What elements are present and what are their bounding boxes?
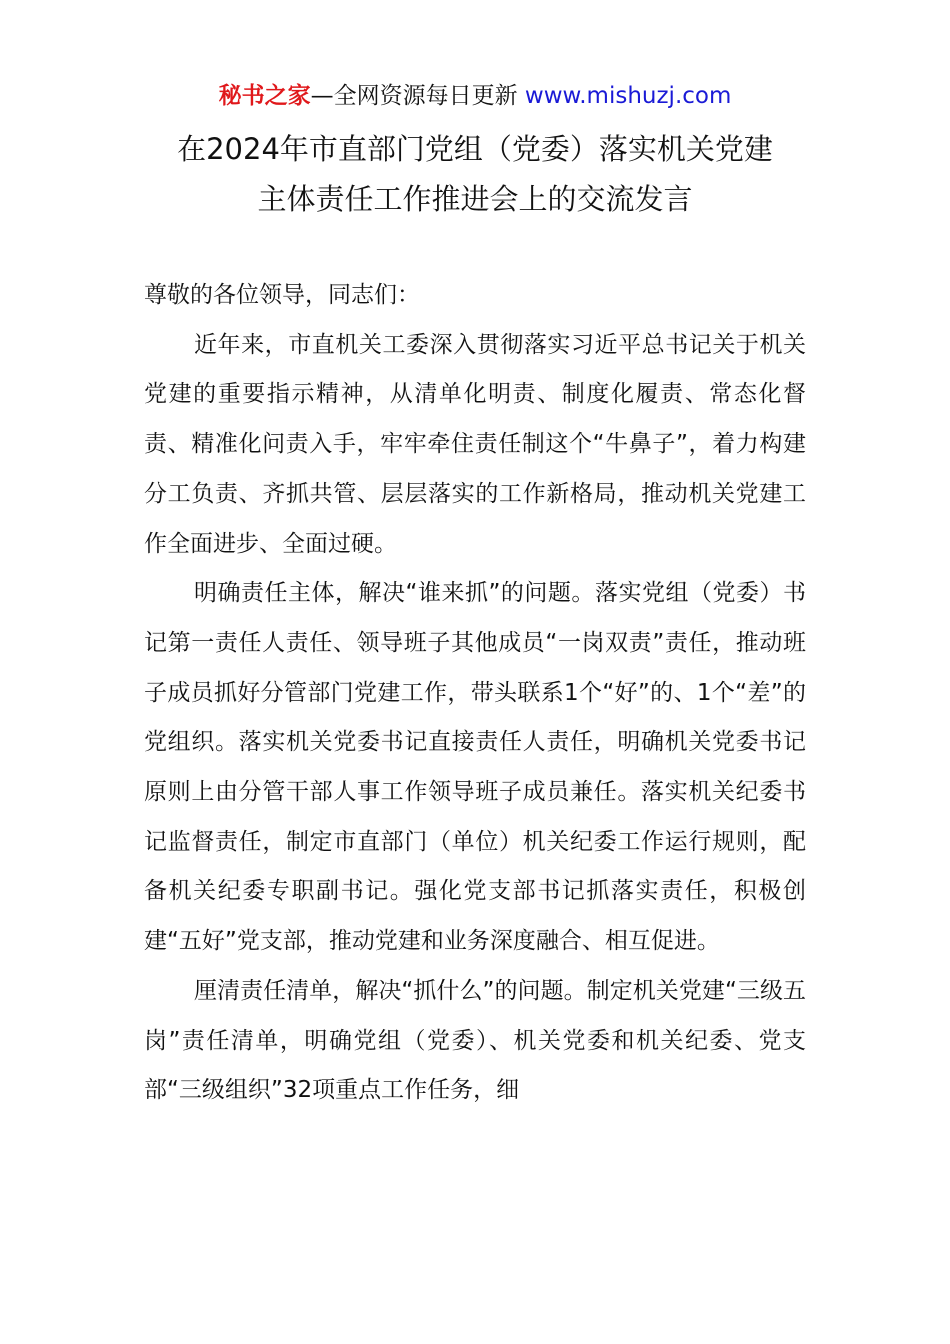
site-url-link[interactable]: www.mishuzj.com: [524, 83, 732, 109]
document-title: [0, 124, 950, 224]
document-body: [144, 271, 806, 1116]
brand-name: 秘书之家: [218, 83, 311, 109]
paragraph-responsibility-subject: 明确责任主体，解决“谁来抓”的问题。落实党组（党委）书记第一责任人责任、领导班子其他成员“一岗双责”责任，推动班子成员抓好分管部门党建工作，带头联系1个“好”的、1个“差”的党组织。落实机关党委书记直接责任人责任，明确机关党委书记原则上由分管干部人事工作领导班子成员兼任。落实机关纪委书记监督责任，制定市直部门（单位）机关纪委工作运行规则，配备机关纪委专职副书记。强化党支部书记抓落实责任，积极创建“五好”党支部，推动党建和业务深度融合、相互促进。: [144, 580, 806, 955]
site-header: [0, 80, 950, 112]
paragraph-intro: 近年来，市直机关工委深入贯彻落实习近平总书记关于机关党建的重要指示精神，从清单化明责、制度化履责、常态化督责、精准化问责入手，牢牢牵住责任制这个“牛鼻子”，着力构建分工负责、齐抓共管、层层落实的工作新格局，推动机关党建工作全面进步、全面过硬。: [144, 331, 806, 557]
header-tagline: —全网资源每日更新: [310, 83, 525, 109]
salutation: 尊敬的各位领导，同志们：: [144, 282, 420, 308]
paragraph-responsibility-list: 厘清责任清单，解决“抓什么”的问题。制定机关党建“三级五岗”责任清单，明确党组（党委）、机关党委和机关纪委、党支部“三级组织”32项重点工作任务，细: [144, 977, 806, 1104]
title-line-2: 主体责任工作推进会上的交流发言: [257, 182, 693, 216]
title-line-1: 在2024年市直部门党组（党委）落实机关党建: [177, 132, 773, 166]
